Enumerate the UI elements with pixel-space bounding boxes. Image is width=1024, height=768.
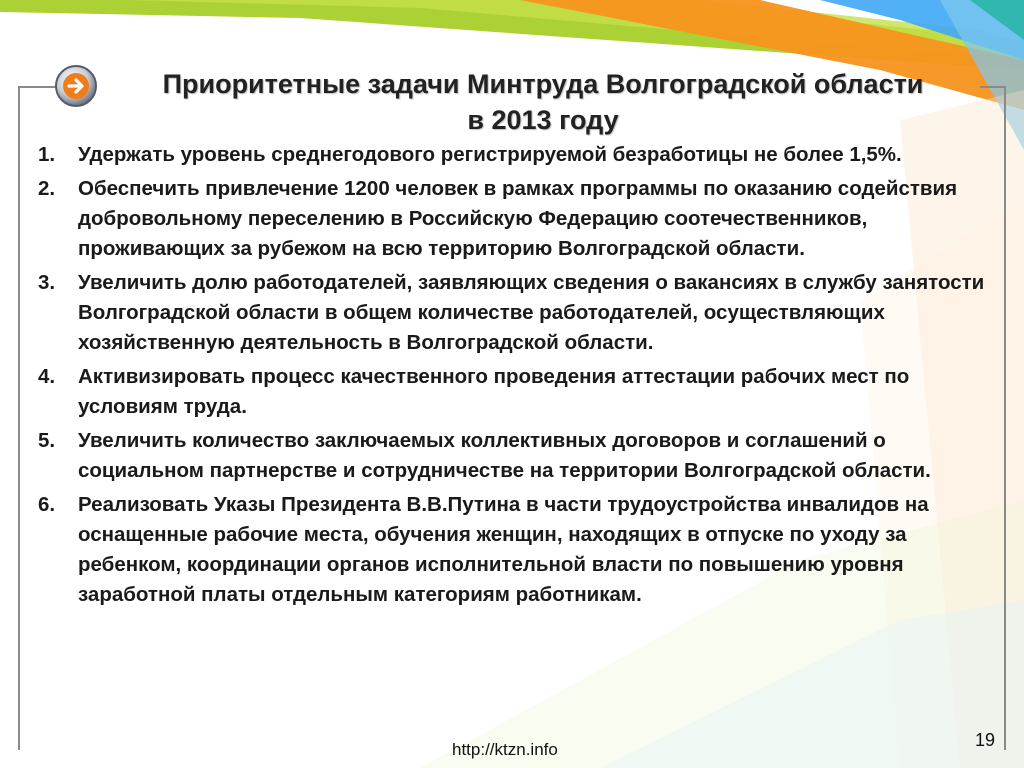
task-item-3 (38, 268, 988, 358)
task-item-4 (38, 362, 988, 422)
task-number: 5. (38, 429, 56, 452)
task-text: Реализовать Указы Президента В.В.Путина в части трудоустройства инвалидов на оснащенные рабочие места, обучения женщин, находящих в отпуске по уходу за ребенком, координации органов исполнительной власти по повышению уровня заработной платы отдельным категориям работникам. (78, 493, 929, 606)
task-number: 2. (38, 177, 56, 200)
title-line-2: в 2013 году (467, 105, 619, 135)
task-item-6 (38, 490, 988, 610)
footer-url[interactable]: http://ktzn.info (452, 740, 558, 759)
task-text: Активизировать процесс качественного проведения аттестации рабочих мест по условиям труда. (78, 365, 910, 418)
frame-line-right (1004, 86, 1006, 750)
task-item-2 (38, 174, 988, 264)
task-text: Удержать уровень среднегодового регистрируемой безработицы не более 1,5%. (78, 143, 902, 166)
task-item-1 (38, 140, 988, 170)
page-number: 19 (975, 730, 996, 750)
task-number: 1. (38, 143, 56, 166)
title-line-1: Приоритетные задачи Минтруда Волгоградской области (162, 69, 924, 99)
frame-line-top (18, 86, 56, 88)
task-number: 3. (38, 271, 56, 294)
task-item-5 (38, 426, 988, 486)
page-title (98, 66, 988, 138)
task-text: Обеспечить привлечение 1200 человек в рамках программы по оказанию содействия добровольному переселению в Российскую Федерацию соотечественников, проживающих за рубежом на всю территорию Волгоградской области. (78, 177, 958, 260)
task-list (38, 140, 988, 614)
task-number: 6. (38, 493, 56, 516)
task-text: Увеличить количество заключаемых коллективных договоров и соглашений о социальном партнерстве и сотрудничестве на территории Волгоградской области. (78, 429, 931, 482)
frame-line-left (18, 86, 20, 750)
task-number: 4. (38, 365, 56, 388)
task-text: Увеличить долю работодателей, заявляющих сведения о вакансиях в службу занятости Волгоградской области в общем количестве работодателей, осуществляющих хозяйственную деятельность в Волгоградской области. (78, 271, 985, 354)
arrow-right-circle-icon (54, 64, 98, 108)
